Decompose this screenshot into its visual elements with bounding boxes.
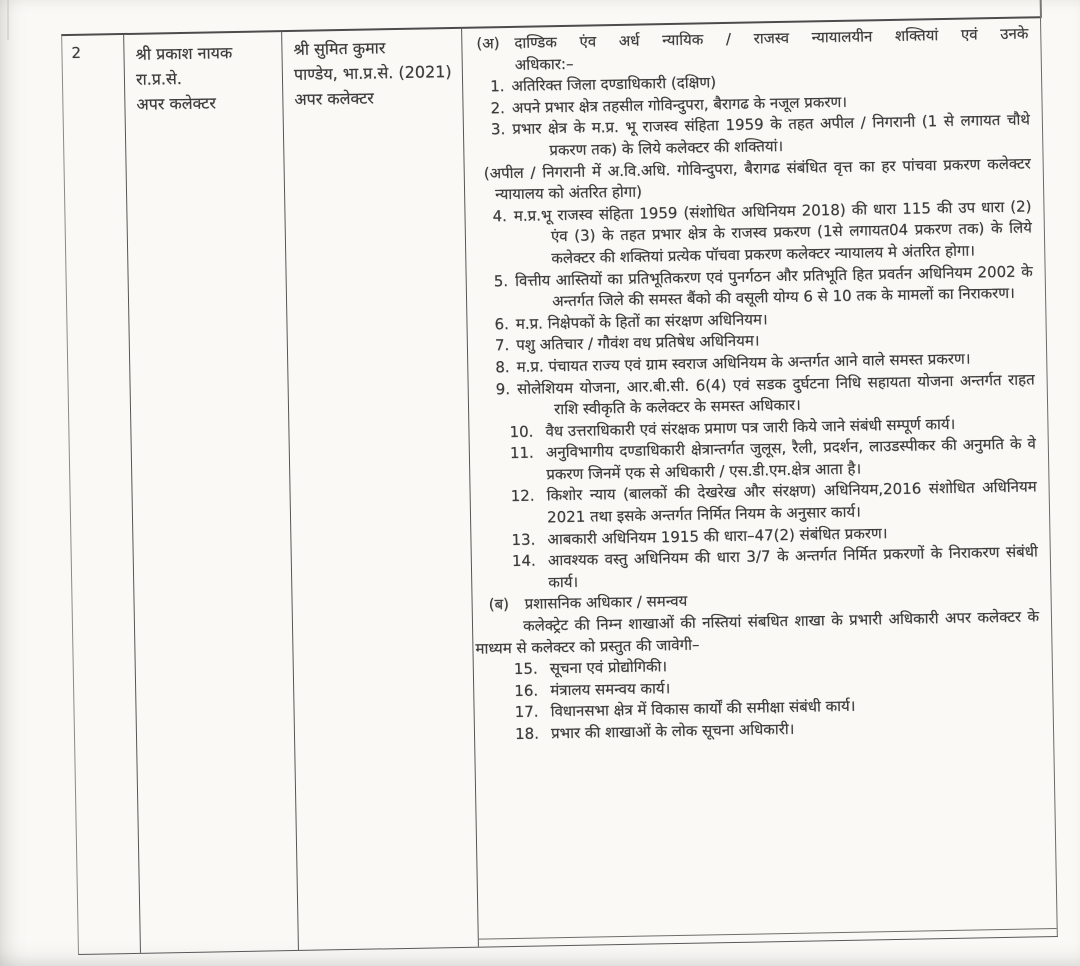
item-text: म.प्र.भू राजस्व संहिता 1959 (संशोधित अधिनियम 2018) की धारा 115 की उप धारा (2) एंव (3) के तहत प्रभार क्षेत्र के राजस्व प्रकरण (1से लगायत04 प्रकरण तक) के लिये कलेक्टर की शक्तियां प्रत्येक पॉचवा प्रकरण कलेक्टर न्यायालय मे अंतरित होगा।: [513, 197, 1032, 268]
item-number: 5.: [493, 271, 509, 290]
item-text: आबकारी अधिनियम 1915 की धारा–47(2) संबंधित प्रकरण।: [547, 523, 888, 548]
item-number: 6.: [494, 314, 509, 333]
section-a-label: (अ): [476, 34, 500, 53]
table-border-stub: [1039, 0, 1041, 18]
item-number: 12.: [510, 487, 535, 506]
item-text: पशु अतिचार / गौवंश वध प्रतिषेध अधिनियम।: [516, 331, 760, 355]
item-number: 13.: [511, 530, 536, 549]
item-text: मंत्रालय समन्वय कार्य।: [550, 678, 671, 700]
section-b-label: (ब): [488, 595, 510, 614]
section-a-title-line2: अधिकार:–: [514, 54, 574, 74]
officer-primary-designation: अपर कलेक्टर: [136, 93, 216, 114]
item-number: 8.: [495, 357, 510, 377]
section-a-title-line1: दाण्डिक एंव अर्ध न्यायिक / राजस्व न्यायालयीन शक्तियां एवं उनके: [514, 24, 1029, 52]
item-text: अनुविभागीय दण्डाधिकारी क्षेत्रान्तर्गत जुलूस, रैली, प्रदर्शन, लाउडस्पीकर की अनुमति के वे प्रकरण जिनमें एक से अधिकारी / एस.डी.एम.क्षेत्र आता है।: [545, 434, 1036, 484]
item-text: सोलेशियम योजना, आर.बी.सी. 6(4) एवं सडक दुर्घटना निधि सहायता योजना अन्तर्गत राहत राशि स्वीकृति के कलेक्टर के समस्त अधिकार।: [516, 369, 1035, 419]
item-number: 9.: [495, 379, 511, 398]
item-number: 18.: [514, 724, 540, 743]
officer-primary-cell: [124, 32, 299, 953]
item-text: म.प्र. निक्षेपकों के हितों का संरक्षण अधिनियम।: [515, 309, 768, 333]
item-text: वित्तीय आस्तियों का प्रतिभूतिकरण एवं पुनर्गठन और प्रतिभूति हित प्रवर्तन अधिनियम 2002 के अन्तर्गत जिले की समस्त बैंको की वसूली योग्य 6 से 10 तक के मामलों का निराकरण।: [514, 261, 1033, 311]
powers-table-row: [61, 16, 1058, 955]
item-number: 7.: [494, 336, 510, 355]
officer-primary-service: रा.प्र.से.: [135, 68, 183, 89]
scan-edge-artifact: [7, 0, 9, 40]
item-text: अपने प्रभार क्षेत्र तहसील गोविन्दुपरा, बैरागढ के नजूल प्रकरण।: [511, 92, 848, 117]
item-text: सूचना एवं प्रोद्योगिकी।: [549, 657, 668, 678]
section-b-intro: कलेक्ट्रेट की निम्न शाखाओं की नस्तियां संबधित शाखा के प्रभारी अधिकारी अपर कलेक्टर के माध्यम से कलेक्टर को प्रस्तुत की जावेगी–: [475, 607, 1040, 658]
item-number: 4.: [492, 206, 508, 226]
item-text: (अपील / निगरानी में अ.वि.अधि. गोविन्दुपरा, बैरागढ संबंधित वृत्त का हर पांचवा प्रकरण कलेक्टर न्यायालय को अंतरित होगा): [483, 153, 1031, 204]
item-text: आवश्यक वस्तु अधिनियम की धारा 3/7 के अन्तर्गत निर्मित प्रकरणों के निराकरण संबंधी कार्य।: [547, 542, 1038, 592]
item-text: प्रभार क्षेत्र के म.प्र. भू राजस्व संहिता 1959 के तहत अपील / निगरानी (1 से लगायत चौथे प्रकरण तक) के लिये कलेक्टर की शक्तियां।: [512, 110, 1031, 160]
serial-number: 2: [71, 43, 82, 62]
item-number: 16.: [514, 681, 539, 700]
officer-primary-name: श्री प्रकाश नायक: [135, 43, 233, 64]
item-number: 10.: [509, 422, 534, 441]
item-text: विधानसभा क्षेत्र में विकास कार्यों की समीक्षा संबंधी कार्य।: [550, 697, 856, 721]
item-text: प्रभार की शाखाओं के लोक सूचना अधिकारी।: [550, 719, 795, 743]
item-number: 17.: [514, 702, 539, 722]
section-a-items: [463, 67, 1038, 596]
item-number: 11.: [509, 443, 534, 463]
powers-content-cell: [462, 18, 1057, 946]
section-b-items: [474, 650, 1041, 747]
officer-link-cell: [282, 29, 479, 950]
item-text: किशोर न्याय (बालकों की देखरेख और संरक्षण) अधिनियम,2016 संशोधित अधिनियम 2021 तथा इसके अन्तर्गत निर्मित नियम के अनुसार कार्य।: [546, 477, 1037, 527]
officer-link-name: श्री सुमित कुमार: [293, 38, 386, 59]
item-number: 15.: [513, 659, 538, 679]
item-number: 2.: [490, 98, 506, 118]
item-text: म.प्र. पंचायत राज्य एवं ग्राम स्वराज अधिनियम के अन्तर्गत आने वाले समस्त प्रकरण।: [516, 349, 971, 376]
section-b-title: प्रशासनिक अधिकार / समन्वय: [524, 592, 688, 614]
item-number: 3.: [490, 120, 506, 139]
item-text: वैध उत्तराधिकारी एवं संरक्षक प्रमाण पत्र जारी किये जाने संबंधी सम्पूर्ण कार्य।: [545, 414, 956, 441]
officer-link-designation: अपर कलेक्टर: [294, 88, 374, 109]
officer-link-service: पाण्डेय, भा.प्र.से. (2021): [293, 62, 452, 84]
item-number: 14.: [511, 551, 536, 571]
item-text: अतिरिक्त जिला दण्डाधिकारी (दक्षिण): [511, 73, 717, 96]
item-number: 1.: [489, 77, 505, 96]
power-item: [465, 196, 1032, 271]
